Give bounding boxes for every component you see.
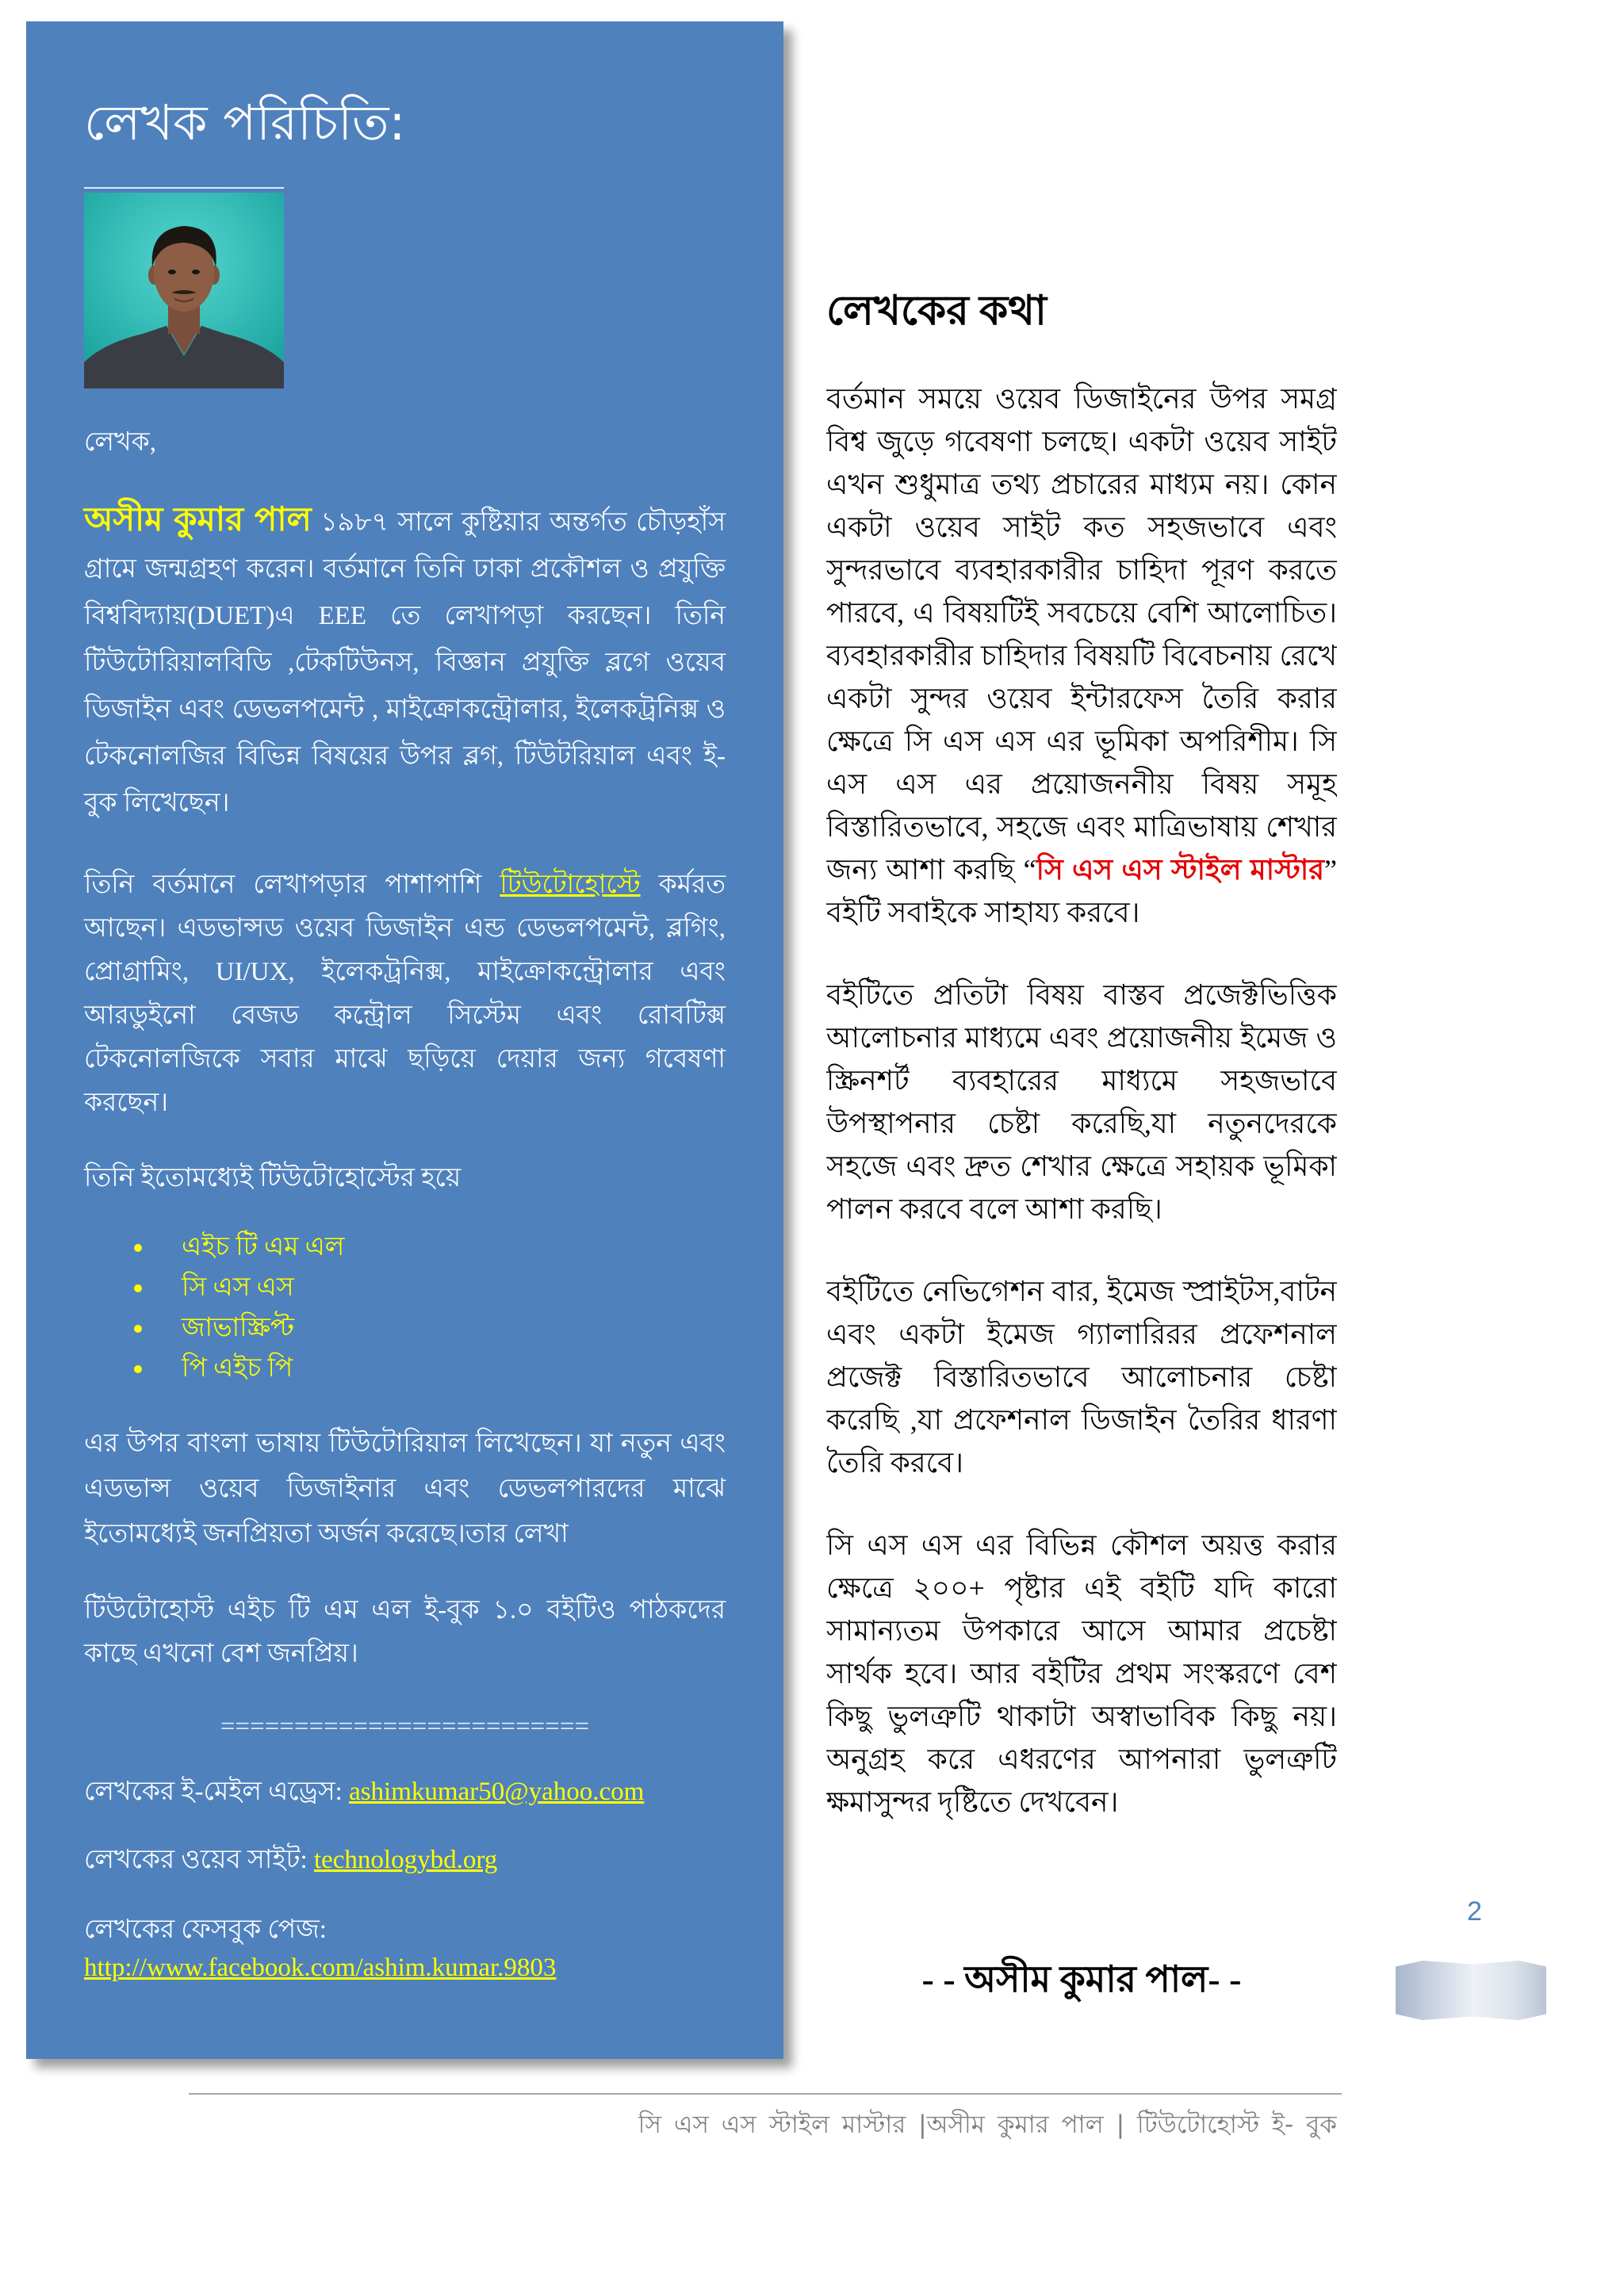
- contact-facebook-label: লেখকের ফেসবুক পেজ:: [84, 1915, 327, 1944]
- author-note-paragraph: সি এস এস এর বিভিন্ন কৌশল অয়ত্ত করার ক্ষেত্রে ২০০+ পৃষ্টার এই বইটি যদি কারো সামান্যতম উপকারে আসে আমার প্রচেষ্টা সার্থক হবে। আর বইটির প্রথম সংস্করণে বেশ কিছু ভুলত্রুটি থাকাটা অস্বাভাবিক কিছু নয়। অনুগ্রহ করে এধরণের আপনারা ভুলত্রুটি ক্ষমাসুন্দর দৃষ্টিতে দেখবেন।: [826, 1529, 1337, 1818]
- author-work-paragraph: [84, 863, 726, 1125]
- tutorial-topic-label: জাভাস্ক্রিপ্ট: [182, 1314, 294, 1342]
- book-title-highlight: সি এস এস স্টাইল মাস্টার: [1036, 854, 1325, 886]
- tutorial-topic-list: [84, 1227, 726, 1389]
- page-ribbon-decoration: [1396, 1961, 1546, 2020]
- author-note-heading: লেখকের কথা: [826, 289, 1048, 334]
- email-link[interactable]: ashimkumar50@yahoo.com: [349, 1777, 645, 1806]
- list-item: [84, 1268, 726, 1308]
- page-number: 2: [1467, 1896, 1482, 1927]
- intro-text-after: ” বইটি সবাইকে সাহায্য করবে।: [826, 854, 1337, 928]
- footer-rule: [189, 2093, 1342, 2095]
- contact-website-label: লেখকের ওয়েব সাইট:: [84, 1846, 314, 1874]
- tutohost-link[interactable]: টিউটোহোস্টে: [500, 871, 641, 899]
- author-panel-title: লেখক পরিচিতি:: [84, 94, 406, 151]
- bullet-icon: [134, 1325, 142, 1333]
- author-bio-text: ১৯৮৭ সালে কুষ্টিয়ার অন্তর্গত চৌড়হাঁস গ্রামে জন্মগ্রহণ করেন। বর্তমানে তিনি ঢাকা প্রকৌশল ও প্রযুক্তি বিশ্ববিদ্যায়(DUET)এ EEE তে লেখাপড়া করছেন। তিনি টিউটোরিয়ালবিডি ,টেকটিউনস, বিজ্ঞান প্রযুক্তি ব্লগে ওয়েব ডিজাইন এবং ডেভলপমেন্ট , মাইক্রোকন্ট্রোলার, ইলেকট্রনিক্স ও টেকনোলজির বিভিন্ন বিষয়ের উপর ব্লগ, টিউটরিয়াল এবং ই-বুক লিখেছেন।: [84, 508, 726, 817]
- bullet-icon: [134, 1365, 142, 1373]
- bullet-icon: [134, 1244, 142, 1252]
- photo-eye-right: [192, 270, 200, 274]
- footer-text: সি এস এস স্টাইল মাস্টার |অসীম কুমার পাল | টিউটোহোস্ট ই- বুক: [638, 2110, 1337, 2139]
- ebook-note: টিউটোহোস্ট এইচ টি এম এল ই-বুক ১.০ বইটিও পাঠকদের কাছে এখনো বেশ জনপ্রিয়।: [84, 1596, 726, 1668]
- tutorials-outro: এর উপর বাংলা ভাষায় টিউটোরিয়াল লিখেছেন। যা নতুন এবং এডভান্স ওয়েব ডিজাইনার এবং ডেভলপারদের মাঝে ইতোমধ্যেই জনপ্রিয়তা অর্জন করেছে।তার লেখা: [84, 1429, 726, 1548]
- author-name: অসীম কুমার পাল: [84, 502, 312, 538]
- author-bio-paragraph: [84, 497, 726, 827]
- author-photo: [84, 193, 284, 388]
- list-item: [84, 1227, 726, 1268]
- facebook-link[interactable]: http://www.facebook.com/ashim.kumar.9803: [84, 1954, 557, 1982]
- photo-rule: [84, 187, 284, 189]
- author-signature: - - অসীম কুমার পাল- -: [921, 1959, 1242, 1999]
- author-note-paragraph: বইটিতে প্রতিটা বিষয় বাস্তব প্রজেক্টভিত্তিক আলোচনার মাধ্যমে এবং প্রয়োজনীয় ইমেজ ও স্ক্রিনশর্ট ব্যবহারের মাধ্যমে সহজভাবে উপস্থাপনার চেষ্টা করেছি,যা নতুনদেরকে সহজে এবং দ্রুত শেখার ক্ষেত্রে সহায়ক ভূমিকা পালন করবে বলে আশা করছি।: [826, 979, 1337, 1225]
- author-note-intro-paragraph: [826, 377, 1337, 934]
- contact-email: [84, 1772, 726, 1812]
- website-link[interactable]: technologybd.org: [313, 1846, 498, 1874]
- tutorial-topic-label: সি এস এস: [182, 1273, 294, 1302]
- author-note-section: [826, 284, 1337, 1946]
- contact-email-label: লেখকের ই-মেইল এড্রেস:: [84, 1777, 350, 1806]
- author-salutation: লেখক,: [84, 428, 156, 457]
- contact-website: [84, 1840, 726, 1880]
- tutorials-intro: তিনি ইতোমধ্যেই টিউটোহোস্টের হয়ে: [84, 1164, 462, 1192]
- contact-facebook: [84, 1911, 726, 1987]
- intro-text-before: বর্তমান সময়ে ওয়েব ডিজাইনের উপর সমগ্র বিশ্ব জুড়ে গবেষণা চলছে। একটা ওয়েব সাইট এখন শুধুমাত্র তথ্য প্রচারের মাধ্যম নয়। কোন একটা ওয়েব সাইট কত সহজভাবে এবং সুন্দরভাবে ব্যবহারকারীর চাহিদা পূরণ করতে পারবে, এ বিষয়টিই সবচেয়ে বেশি আলোচিত। ব্যবহারকারীর চাহিদার বিষয়টি বিবেচনায় রেখে একটা সুন্দর ওয়েব ইন্টারফেস তৈরি করার ক্ষেত্রে সি এস এস এর ভূমিকা অপরিশীম। সি এস এস এর প্রয়োজননীয় বিষয় সমূহ বিস্তারিতভাবে, সহজে এবং মাত্রিভাষায় শেখার জন্য আশা করছি “: [826, 383, 1337, 886]
- section-divider: =========================: [220, 1712, 590, 1741]
- author-work-text-before: তিনি বর্তমানে লেখাপড়ার পাশাপাশি: [84, 871, 500, 899]
- author-panel-content: [84, 91, 726, 1987]
- tutorial-topic-label: পি এইচ পি: [182, 1354, 293, 1383]
- list-item: [84, 1349, 726, 1389]
- author-work-text-after: কর্মরত আছেন। এডভান্সড ওয়েব ডিজাইন এন্ড ডেভলপমেন্ট, ব্লগিং, প্রোগ্রামিং, UI/UX, ইলেকট্রনিক্স, মাইক্রোকন্ট্রোলার এবং আরডুইনো বেজড কন্ট্রোল সিস্টেম এবং রোবটিক্স টেকনোলজিকে সবার মাঝে ছড়িয়ে দেয়ার জন্য গবেষণা করছেন।: [84, 871, 726, 1117]
- photo-eye-left: [168, 270, 176, 274]
- author-note-paragraph: বইটিতে নেভিগেশন বার, ইমেজ স্প্রাইটস,বাটন এবং একটা ইমেজ গ্যালারিরর প্রফেশনাল প্রজেক্ট বিস্তারিতভাবে আলোচনার চেষ্টা করেছি ,যা প্রফেশনাল ডিজাইন তৈরির ধারণা তৈরি করবে।: [826, 1276, 1337, 1479]
- list-item: [84, 1308, 726, 1349]
- bullet-icon: [134, 1284, 142, 1292]
- tutorial-topic-label: এইচ টি এম এল: [182, 1233, 345, 1261]
- author-panel: [26, 21, 783, 2059]
